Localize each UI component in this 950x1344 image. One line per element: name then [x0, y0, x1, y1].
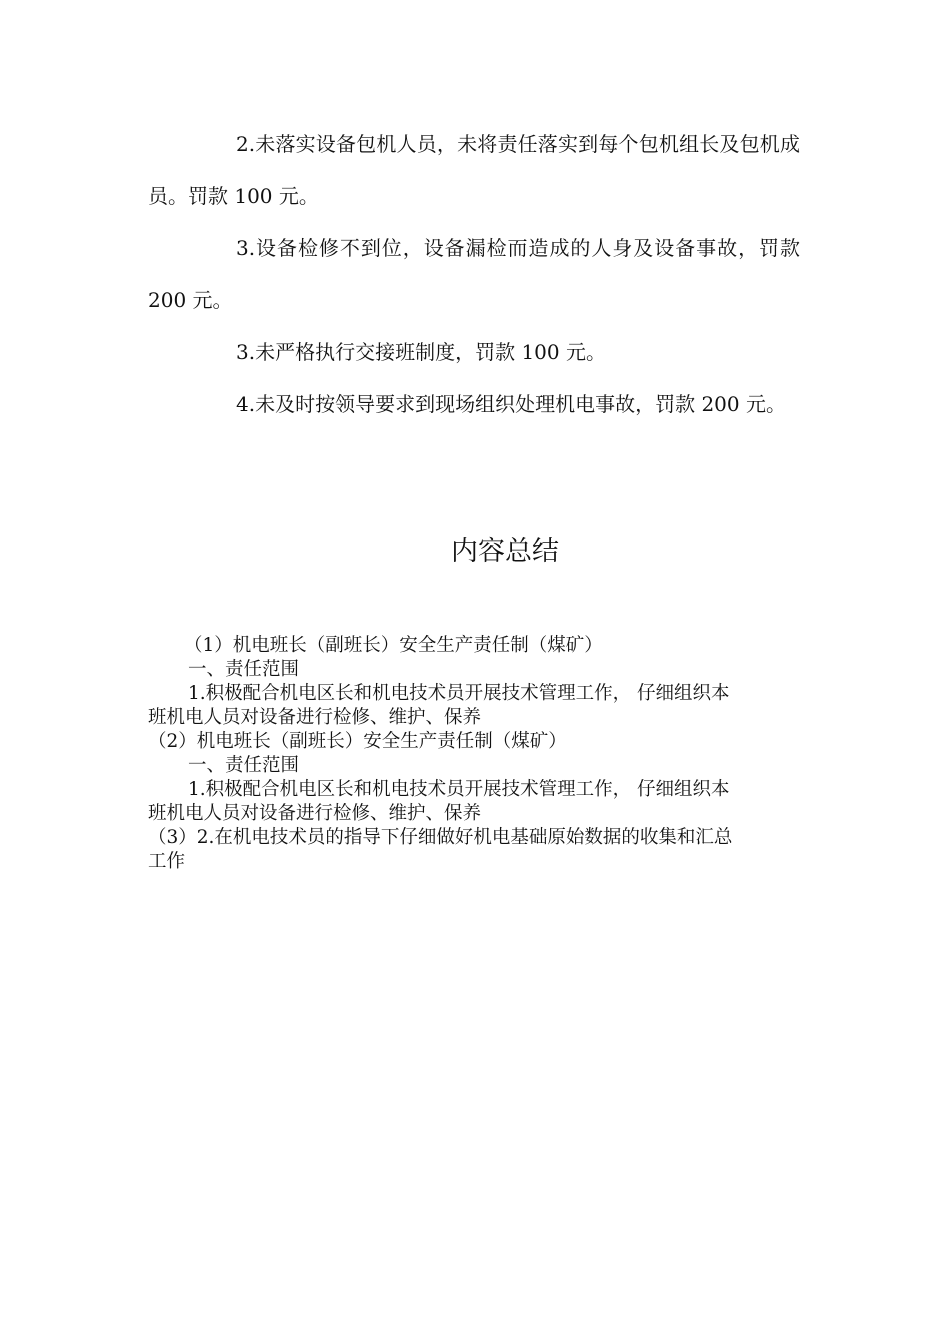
- summary-line: （1）机电班长（副班长）安全生产责任制（煤矿）: [184, 635, 603, 656]
- clause-paragraph: 4.未及时按领导要求到现场组织处理机电事故，罚款 200 元。: [236, 392, 786, 416]
- summary-line: 工作: [148, 851, 186, 872]
- clause-paragraph: 3.未严格执行交接班制度，罚款 100 元。: [236, 340, 606, 364]
- summary-line: （2）机电班长（副班长）安全生产责任制（煤矿）: [148, 731, 567, 752]
- summary-line: 一、责任范围: [188, 659, 300, 680]
- summary-line: 班机电人员对设备进行检修、维护、保养: [148, 707, 482, 728]
- penalty-clauses: [148, 118, 800, 430]
- summary-line: （3）2.在机电技术员的指导下仔细做好机电基础原始数据的收集和汇总: [148, 827, 733, 848]
- summary-line: 1.积极配合机电区长和机电技术员开展技术管理工作， 仔细组织本: [188, 683, 730, 704]
- clause-paragraph: 3.设备检修不到位，设备漏检而造成的人身及设备事故，罚款 200 元。: [148, 236, 800, 312]
- summary-line: 班机电人员对设备进行检修、维护、保养: [148, 803, 482, 824]
- summary-line: 1.积极配合机电区长和机电技术员开展技术管理工作， 仔细组织本: [188, 779, 730, 800]
- summary-content: [148, 634, 800, 874]
- clause-paragraph: 2.未落实设备包机人员，未将责任落实到每个包机组长及包机成员。罚款 100 元。: [148, 132, 800, 208]
- summary-line: 一、责任范围: [188, 755, 300, 776]
- summary-title: 内容总结: [451, 536, 559, 567]
